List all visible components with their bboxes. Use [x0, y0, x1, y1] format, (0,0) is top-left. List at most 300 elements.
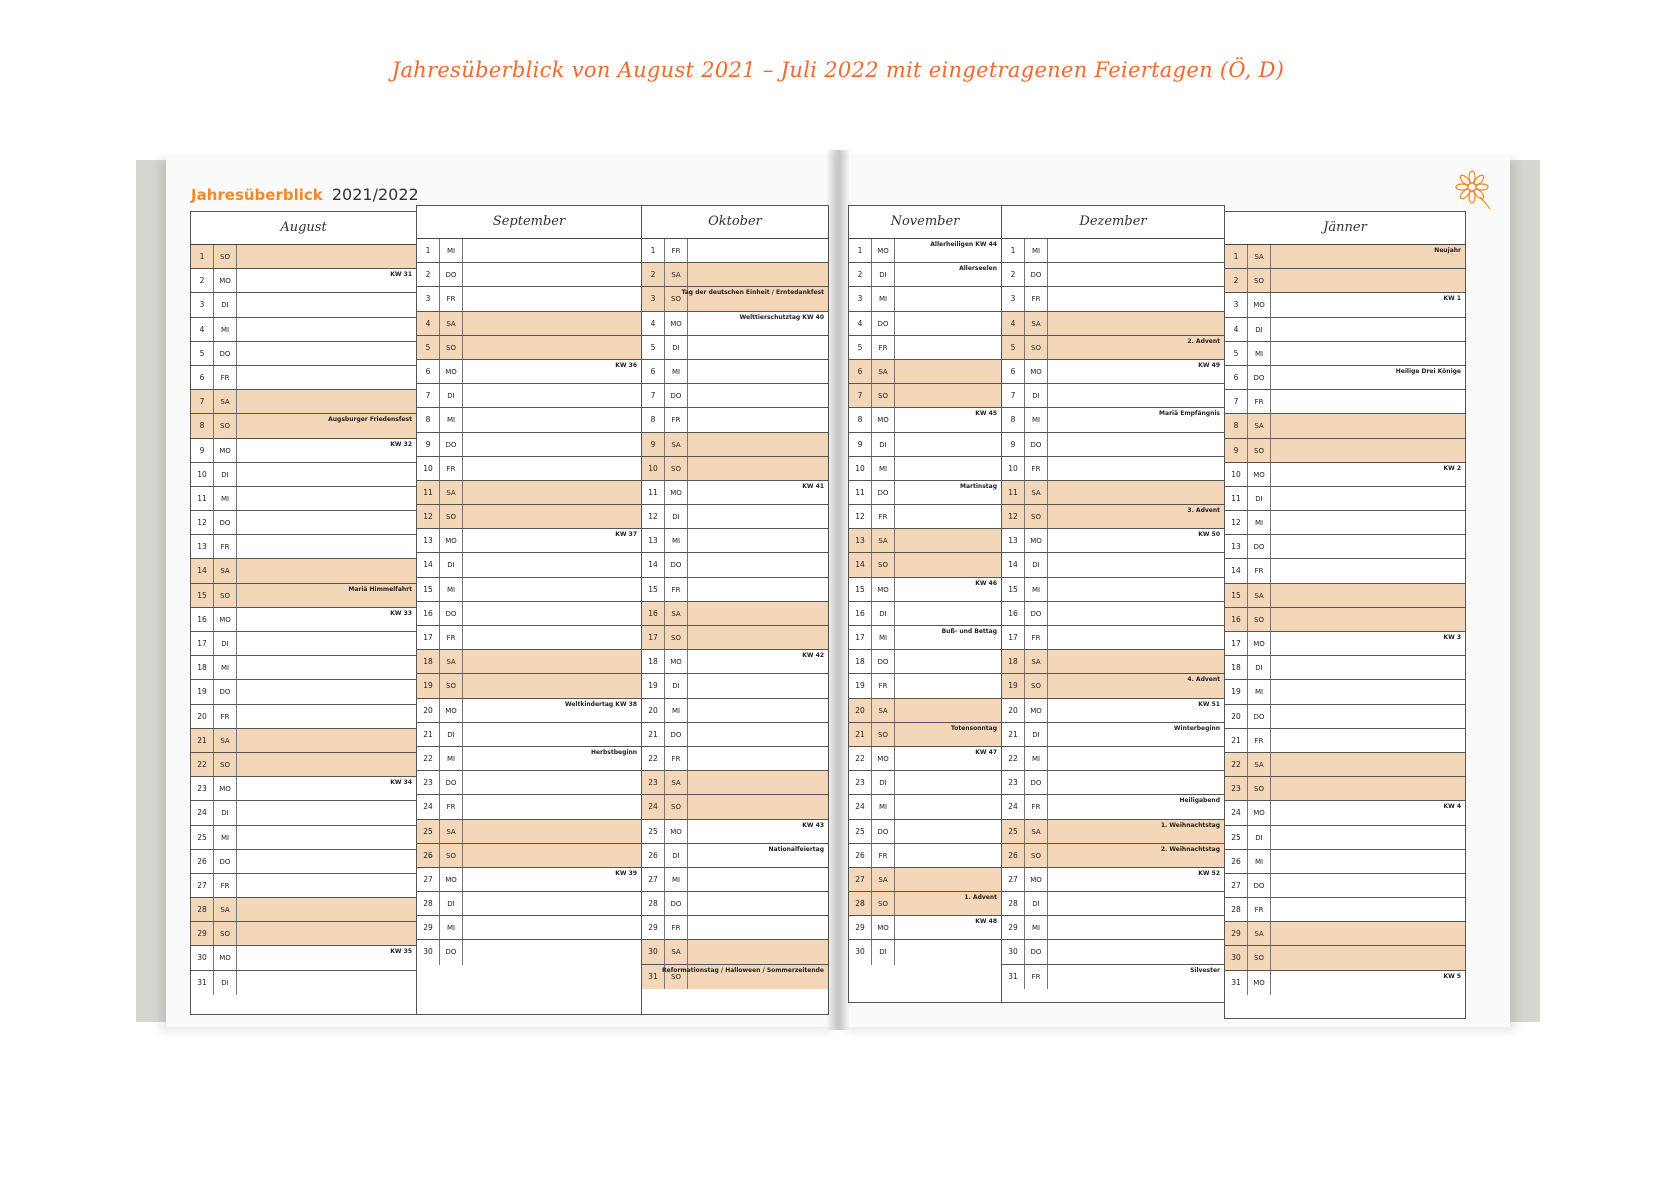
- day-row[interactable]: [1002, 312, 1224, 336]
- day-row[interactable]: [1225, 390, 1465, 414]
- day-row[interactable]: [191, 705, 416, 729]
- day-row[interactable]: [849, 457, 1001, 481]
- day-row[interactable]: [1225, 705, 1465, 729]
- day-row[interactable]: [1002, 650, 1224, 674]
- day-note-field[interactable]: [1048, 916, 1224, 939]
- day-note-field[interactable]: [688, 602, 828, 625]
- day-row[interactable]: [849, 312, 1001, 336]
- day-note-field[interactable]: [688, 263, 828, 286]
- day-note-field[interactable]: [1048, 529, 1224, 552]
- day-row[interactable]: [642, 723, 828, 747]
- day-row[interactable]: [417, 626, 641, 650]
- day-note-field[interactable]: [1048, 312, 1224, 335]
- day-row[interactable]: [1225, 971, 1465, 995]
- day-note-field[interactable]: [1271, 898, 1465, 921]
- day-note-field[interactable]: [463, 892, 641, 915]
- day-note-field[interactable]: [1048, 602, 1224, 625]
- day-note-field[interactable]: [688, 336, 828, 359]
- day-row[interactable]: [1002, 481, 1224, 505]
- day-note-field[interactable]: [688, 892, 828, 915]
- day-note-field[interactable]: [688, 820, 828, 843]
- day-note-field[interactable]: [688, 360, 828, 383]
- day-note-field[interactable]: [463, 650, 641, 673]
- day-note-field[interactable]: [895, 844, 1001, 867]
- day-note-field[interactable]: [688, 529, 828, 552]
- day-row[interactable]: [1225, 898, 1465, 922]
- day-note-field[interactable]: [1048, 553, 1224, 576]
- day-row[interactable]: [642, 626, 828, 650]
- day-row[interactable]: [191, 390, 416, 414]
- day-note-field[interactable]: [463, 820, 641, 843]
- day-note-field[interactable]: [463, 457, 641, 480]
- day-note-field[interactable]: [681, 287, 828, 310]
- day-row[interactable]: [1002, 433, 1224, 457]
- day-note-field[interactable]: [895, 795, 1001, 818]
- day-row[interactable]: [849, 505, 1001, 529]
- day-note-field[interactable]: [1271, 826, 1465, 849]
- day-row[interactable]: [191, 293, 416, 317]
- day-note-field[interactable]: [1271, 245, 1465, 268]
- day-note-field[interactable]: [895, 553, 1001, 576]
- day-note-field[interactable]: [1271, 366, 1465, 389]
- day-note-field[interactable]: [463, 481, 641, 504]
- day-row[interactable]: [849, 674, 1001, 698]
- day-row[interactable]: [642, 384, 828, 408]
- day-row[interactable]: [191, 946, 416, 970]
- day-row[interactable]: [417, 650, 641, 674]
- day-note-field[interactable]: [1048, 239, 1224, 262]
- day-note-field[interactable]: [237, 366, 416, 389]
- day-row[interactable]: [191, 487, 416, 511]
- day-row[interactable]: [849, 844, 1001, 868]
- day-row[interactable]: [1225, 511, 1465, 535]
- day-row[interactable]: [191, 559, 416, 583]
- day-row[interactable]: [642, 747, 828, 771]
- day-note-field[interactable]: [1048, 481, 1224, 504]
- day-note-field[interactable]: [1271, 414, 1465, 437]
- day-row[interactable]: [849, 529, 1001, 553]
- day-note-field[interactable]: [463, 868, 641, 891]
- day-row[interactable]: [642, 795, 828, 819]
- day-note-field[interactable]: [463, 916, 641, 939]
- day-row[interactable]: [1225, 680, 1465, 704]
- day-row[interactable]: [642, 553, 828, 577]
- day-note-field[interactable]: [688, 699, 828, 722]
- day-row[interactable]: [191, 511, 416, 535]
- day-row[interactable]: [417, 868, 641, 892]
- day-row[interactable]: [417, 820, 641, 844]
- day-note-field[interactable]: [688, 578, 828, 601]
- day-row[interactable]: [1225, 414, 1465, 438]
- day-row[interactable]: [417, 795, 641, 819]
- day-row[interactable]: [191, 777, 416, 801]
- day-row[interactable]: [1002, 505, 1224, 529]
- day-row[interactable]: [191, 801, 416, 825]
- day-note-field[interactable]: [237, 632, 416, 655]
- day-row[interactable]: [1225, 584, 1465, 608]
- day-note-field[interactable]: [463, 312, 641, 335]
- day-row[interactable]: [849, 650, 1001, 674]
- day-row[interactable]: [191, 245, 416, 269]
- day-row[interactable]: [1002, 602, 1224, 626]
- day-row[interactable]: [417, 287, 641, 311]
- day-row[interactable]: [191, 269, 416, 293]
- day-note-field[interactable]: [1048, 723, 1224, 746]
- day-row[interactable]: [642, 771, 828, 795]
- day-note-field[interactable]: [463, 433, 641, 456]
- day-note-field[interactable]: [1271, 463, 1465, 486]
- day-note-field[interactable]: [1271, 705, 1465, 728]
- day-note-field[interactable]: [895, 602, 1001, 625]
- day-row[interactable]: [1002, 384, 1224, 408]
- day-note-field[interactable]: [1048, 578, 1224, 601]
- day-note-field[interactable]: [1048, 505, 1224, 528]
- day-row[interactable]: [1002, 844, 1224, 868]
- day-note-field[interactable]: [895, 336, 1001, 359]
- day-row[interactable]: [642, 820, 828, 844]
- day-note-field[interactable]: [1048, 674, 1224, 697]
- day-row[interactable]: [1002, 529, 1224, 553]
- day-note-field[interactable]: [895, 505, 1001, 528]
- day-note-field[interactable]: [237, 269, 416, 292]
- day-row[interactable]: [417, 529, 641, 553]
- day-row[interactable]: [417, 602, 641, 626]
- day-note-field[interactable]: [237, 584, 416, 607]
- day-row[interactable]: [1225, 608, 1465, 632]
- day-note-field[interactable]: [463, 626, 641, 649]
- day-note-field[interactable]: [895, 626, 1001, 649]
- day-note-field[interactable]: [1048, 747, 1224, 770]
- day-row[interactable]: [849, 868, 1001, 892]
- day-row[interactable]: [642, 965, 828, 989]
- day-note-field[interactable]: [237, 729, 416, 752]
- day-note-field[interactable]: [688, 626, 828, 649]
- day-row[interactable]: [849, 433, 1001, 457]
- day-row[interactable]: [1225, 245, 1465, 269]
- day-row[interactable]: [1002, 723, 1224, 747]
- day-note-field[interactable]: [237, 826, 416, 849]
- day-row[interactable]: [849, 747, 1001, 771]
- day-row[interactable]: [1002, 674, 1224, 698]
- day-row[interactable]: [849, 602, 1001, 626]
- day-note-field[interactable]: [463, 747, 641, 770]
- day-row[interactable]: [191, 680, 416, 704]
- day-row[interactable]: [1002, 820, 1224, 844]
- day-row[interactable]: [849, 699, 1001, 723]
- day-row[interactable]: [191, 584, 416, 608]
- day-row[interactable]: [642, 263, 828, 287]
- day-row[interactable]: [191, 850, 416, 874]
- day-row[interactable]: [849, 360, 1001, 384]
- day-row[interactable]: [417, 553, 641, 577]
- day-row[interactable]: [642, 481, 828, 505]
- day-note-field[interactable]: [237, 801, 416, 824]
- day-note-field[interactable]: [688, 674, 828, 697]
- day-row[interactable]: [849, 553, 1001, 577]
- day-row[interactable]: [1002, 771, 1224, 795]
- day-note-field[interactable]: [895, 747, 1001, 770]
- day-row[interactable]: [191, 318, 416, 342]
- day-note-field[interactable]: [463, 723, 641, 746]
- day-note-field[interactable]: [463, 239, 641, 262]
- day-row[interactable]: [417, 940, 641, 964]
- day-row[interactable]: [417, 844, 641, 868]
- day-note-field[interactable]: [1271, 656, 1465, 679]
- day-row[interactable]: [1225, 632, 1465, 656]
- day-note-field[interactable]: [463, 263, 641, 286]
- day-note-field[interactable]: [688, 384, 828, 407]
- day-row[interactable]: [1225, 922, 1465, 946]
- day-row[interactable]: [191, 439, 416, 463]
- day-note-field[interactable]: [688, 844, 828, 867]
- day-row[interactable]: [417, 312, 641, 336]
- day-row[interactable]: [191, 874, 416, 898]
- day-note-field[interactable]: [463, 360, 641, 383]
- day-row[interactable]: [1002, 795, 1224, 819]
- day-note-field[interactable]: [1271, 559, 1465, 582]
- day-row[interactable]: [191, 342, 416, 366]
- day-row[interactable]: [1002, 965, 1224, 989]
- day-note-field[interactable]: [237, 293, 416, 316]
- day-note-field[interactable]: [1271, 680, 1465, 703]
- day-note-field[interactable]: [895, 384, 1001, 407]
- day-row[interactable]: [849, 892, 1001, 916]
- day-note-field[interactable]: [463, 529, 641, 552]
- day-note-field[interactable]: [463, 553, 641, 576]
- day-row[interactable]: [849, 408, 1001, 432]
- day-note-field[interactable]: [688, 723, 828, 746]
- day-row[interactable]: [1002, 626, 1224, 650]
- day-row[interactable]: [417, 360, 641, 384]
- day-row[interactable]: [1225, 318, 1465, 342]
- day-note-field[interactable]: [237, 511, 416, 534]
- day-note-field[interactable]: [895, 650, 1001, 673]
- day-row[interactable]: [849, 384, 1001, 408]
- day-row[interactable]: [417, 239, 641, 263]
- day-note-field[interactable]: [895, 868, 1001, 891]
- day-row[interactable]: [1002, 553, 1224, 577]
- day-note-field[interactable]: [463, 844, 641, 867]
- day-row[interactable]: [642, 699, 828, 723]
- day-row[interactable]: [191, 898, 416, 922]
- day-note-field[interactable]: [895, 940, 1001, 964]
- day-note-field[interactable]: [237, 680, 416, 703]
- day-note-field[interactable]: [688, 433, 828, 456]
- day-row[interactable]: [1002, 940, 1224, 964]
- day-note-field[interactable]: [463, 940, 641, 964]
- day-row[interactable]: [1002, 457, 1224, 481]
- day-note-field[interactable]: [688, 457, 828, 480]
- day-note-field[interactable]: [463, 602, 641, 625]
- day-note-field[interactable]: [1048, 940, 1224, 963]
- day-row[interactable]: [191, 922, 416, 946]
- day-row[interactable]: [417, 892, 641, 916]
- day-note-field[interactable]: [1271, 342, 1465, 365]
- day-note-field[interactable]: [237, 656, 416, 679]
- day-row[interactable]: [191, 414, 416, 438]
- day-note-field[interactable]: [1271, 511, 1465, 534]
- day-row[interactable]: [642, 940, 828, 964]
- day-note-field[interactable]: [1048, 844, 1224, 867]
- day-note-field[interactable]: [688, 312, 828, 335]
- day-note-field[interactable]: [1048, 965, 1224, 989]
- day-note-field[interactable]: [463, 336, 641, 359]
- day-row[interactable]: [191, 366, 416, 390]
- day-row[interactable]: [1002, 916, 1224, 940]
- day-row[interactable]: [642, 505, 828, 529]
- day-note-field[interactable]: [237, 535, 416, 558]
- day-note-field[interactable]: [1048, 626, 1224, 649]
- day-note-field[interactable]: [1271, 801, 1465, 824]
- day-note-field[interactable]: [237, 463, 416, 486]
- day-row[interactable]: [642, 457, 828, 481]
- day-note-field[interactable]: [688, 940, 828, 963]
- day-row[interactable]: [642, 239, 828, 263]
- day-note-field[interactable]: [463, 505, 641, 528]
- day-note-field[interactable]: [1271, 632, 1465, 655]
- day-note-field[interactable]: [237, 898, 416, 921]
- day-row[interactable]: [191, 753, 416, 777]
- day-note-field[interactable]: [1048, 360, 1224, 383]
- day-note-field[interactable]: [1048, 457, 1224, 480]
- day-note-field[interactable]: [237, 318, 416, 341]
- day-row[interactable]: [849, 626, 1001, 650]
- day-row[interactable]: [849, 336, 1001, 360]
- day-row[interactable]: [417, 723, 641, 747]
- day-note-field[interactable]: [895, 820, 1001, 843]
- day-row[interactable]: [1225, 850, 1465, 874]
- day-row[interactable]: [849, 287, 1001, 311]
- day-note-field[interactable]: [463, 384, 641, 407]
- day-row[interactable]: [642, 578, 828, 602]
- day-note-field[interactable]: [1048, 868, 1224, 891]
- day-row[interactable]: [191, 632, 416, 656]
- day-row[interactable]: [1002, 263, 1224, 287]
- day-note-field[interactable]: [463, 287, 641, 310]
- day-note-field[interactable]: [1048, 263, 1224, 286]
- day-row[interactable]: [417, 578, 641, 602]
- day-row[interactable]: [1225, 801, 1465, 825]
- day-row[interactable]: [417, 674, 641, 698]
- day-row[interactable]: [417, 336, 641, 360]
- day-note-field[interactable]: [463, 674, 641, 697]
- day-note-field[interactable]: [1271, 487, 1465, 510]
- day-note-field[interactable]: [1271, 971, 1465, 995]
- day-note-field[interactable]: [237, 414, 416, 437]
- day-note-field[interactable]: [237, 922, 416, 945]
- day-row[interactable]: [191, 463, 416, 487]
- day-row[interactable]: [1002, 287, 1224, 311]
- day-row[interactable]: [417, 408, 641, 432]
- day-row[interactable]: [849, 795, 1001, 819]
- day-note-field[interactable]: [237, 342, 416, 365]
- day-note-field[interactable]: [688, 481, 828, 504]
- day-row[interactable]: [642, 602, 828, 626]
- day-row[interactable]: [1225, 439, 1465, 463]
- day-note-field[interactable]: [463, 771, 641, 794]
- day-row[interactable]: [1225, 559, 1465, 583]
- day-row[interactable]: [1225, 777, 1465, 801]
- day-note-field[interactable]: [662, 965, 828, 989]
- day-row[interactable]: [1002, 892, 1224, 916]
- day-note-field[interactable]: [688, 553, 828, 576]
- day-row[interactable]: [1002, 578, 1224, 602]
- day-note-field[interactable]: [688, 747, 828, 770]
- day-note-field[interactable]: [895, 287, 1001, 310]
- day-note-field[interactable]: [237, 608, 416, 631]
- day-note-field[interactable]: [463, 699, 641, 722]
- day-row[interactable]: [191, 535, 416, 559]
- day-row[interactable]: [642, 433, 828, 457]
- day-note-field[interactable]: [1048, 892, 1224, 915]
- day-row[interactable]: [849, 771, 1001, 795]
- day-row[interactable]: [417, 481, 641, 505]
- day-row[interactable]: [1002, 408, 1224, 432]
- day-note-field[interactable]: [1271, 535, 1465, 558]
- day-row[interactable]: [1225, 463, 1465, 487]
- day-row[interactable]: [1225, 826, 1465, 850]
- day-row[interactable]: [1225, 946, 1465, 970]
- day-note-field[interactable]: [688, 239, 828, 262]
- day-row[interactable]: [1225, 535, 1465, 559]
- day-row[interactable]: [417, 384, 641, 408]
- day-row[interactable]: [642, 650, 828, 674]
- day-note-field[interactable]: [688, 771, 828, 794]
- day-note-field[interactable]: [895, 263, 1001, 286]
- day-row[interactable]: [1225, 729, 1465, 753]
- day-note-field[interactable]: [1271, 608, 1465, 631]
- day-note-field[interactable]: [463, 408, 641, 431]
- day-row[interactable]: [1002, 868, 1224, 892]
- day-row[interactable]: [1002, 336, 1224, 360]
- day-note-field[interactable]: [1048, 408, 1224, 431]
- day-note-field[interactable]: [688, 650, 828, 673]
- day-row[interactable]: [642, 360, 828, 384]
- day-row[interactable]: [1225, 366, 1465, 390]
- day-row[interactable]: [1002, 747, 1224, 771]
- day-row[interactable]: [191, 729, 416, 753]
- day-note-field[interactable]: [237, 705, 416, 728]
- day-note-field[interactable]: [688, 408, 828, 431]
- day-row[interactable]: [642, 868, 828, 892]
- day-note-field[interactable]: [895, 723, 1001, 746]
- day-note-field[interactable]: [1271, 390, 1465, 413]
- day-note-field[interactable]: [1271, 318, 1465, 341]
- day-note-field[interactable]: [1271, 293, 1465, 316]
- day-row[interactable]: [642, 312, 828, 336]
- day-row[interactable]: [642, 287, 828, 311]
- day-note-field[interactable]: [1271, 922, 1465, 945]
- day-row[interactable]: [191, 656, 416, 680]
- day-note-field[interactable]: [688, 868, 828, 891]
- day-note-field[interactable]: [237, 946, 416, 969]
- day-note-field[interactable]: [1048, 795, 1224, 818]
- day-note-field[interactable]: [895, 578, 1001, 601]
- day-note-field[interactable]: [1048, 433, 1224, 456]
- day-note-field[interactable]: [237, 874, 416, 897]
- day-note-field[interactable]: [1271, 439, 1465, 462]
- day-note-field[interactable]: [895, 529, 1001, 552]
- day-row[interactable]: [1002, 239, 1224, 263]
- day-note-field[interactable]: [237, 850, 416, 873]
- day-row[interactable]: [417, 433, 641, 457]
- day-note-field[interactable]: [1048, 771, 1224, 794]
- day-note-field[interactable]: [1271, 753, 1465, 776]
- day-note-field[interactable]: [463, 795, 641, 818]
- day-row[interactable]: [642, 916, 828, 940]
- day-row[interactable]: [417, 916, 641, 940]
- day-note-field[interactable]: [1271, 777, 1465, 800]
